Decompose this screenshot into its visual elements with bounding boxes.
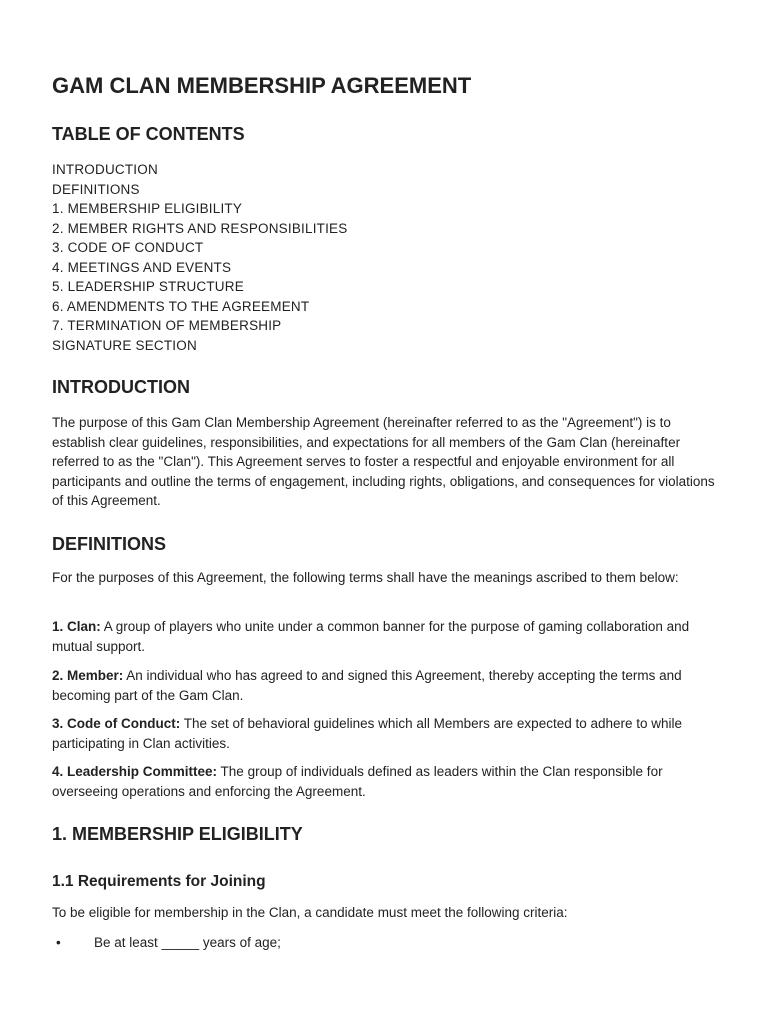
document-title: GAM CLAN MEMBERSHIP AGREEMENT [52, 73, 472, 98]
bullet-text: Be at least _____ years of age; [94, 935, 281, 950]
toc-item: 6. AMENDMENTS TO THE AGREEMENT [52, 298, 310, 314]
introduction-text: The purpose of this Gam Clan Membership Agreement (hereinafter referred to as the "Agreement") is to establish clear guidelines, responsibilities, and expectations for all members of the Gam Clan (hereinafter referred to as the "Clan"). This Agreement serves to foster a respectful and enjoyable environment for all participants and outline the terms of engagement, including rights, obligations, and consequences for violations of this Agreement. [52, 415, 715, 508]
definition-text: An individual who has agreed to and signed this Agreement, thereby accepting the terms and becoming part of the Gam Clan. [52, 668, 682, 703]
definitions-heading: DEFINITIONS [52, 534, 167, 554]
requirements-subheading: 1.1 Requirements for Joining [52, 873, 266, 890]
toc-item: 5. LEADERSHIP STRUCTURE [52, 279, 244, 294]
definition-item [52, 617, 722, 656]
toc-item: 4. MEETINGS AND EVENTS [52, 259, 232, 275]
definition-term: 2. Member: [52, 668, 124, 683]
toc-item: 7. TERMINATION OF MEMBERSHIP [52, 318, 282, 333]
toc-item: SIGNATURE SECTION [52, 337, 197, 353]
introduction-heading: INTRODUCTION [52, 377, 190, 397]
toc-item: 2. MEMBER RIGHTS AND RESPONSIBILITIES [52, 220, 348, 236]
bullet-icon: • [56, 935, 61, 950]
toc-heading: TABLE OF CONTENTS [52, 124, 245, 144]
definition-item [52, 666, 722, 705]
toc-item: INTRODUCTION [52, 162, 158, 177]
table-of-contents [52, 160, 722, 355]
definition-term: 3. Code of Conduct: [52, 716, 181, 731]
toc-item: 3. CODE OF CONDUCT [52, 240, 204, 255]
definition-text: The set of behavioral guidelines which all Members are expected to adhere to while participating in Clan activities. [52, 716, 683, 751]
definition-term: 4. Leadership Committee: [52, 764, 218, 779]
eligibility-heading: 1. MEMBERSHIP ELIGIBILITY [52, 824, 303, 844]
definition-text: A group of players who unite under a common banner for the purpose of gaming collaboration and mutual support. [52, 619, 690, 654]
definition-item [52, 714, 722, 753]
toc-item: DEFINITIONS [52, 181, 140, 197]
definition-term: 1. Clan: [52, 619, 101, 634]
toc-item: 1. MEMBERSHIP ELIGIBILITY [52, 201, 243, 216]
bullet-item [52, 933, 722, 953]
definition-text: The group of individuals defined as leaders within the Clan responsible for overseeing operations and enforcing the Agreement. [52, 764, 663, 799]
definitions-intro: For the purposes of this Agreement, the following terms shall have the meanings ascribed to them below: [52, 570, 679, 585]
eligibility-intro: To be eligible for membership in the Clan, a candidate must meet the following criteria: [52, 905, 568, 920]
definition-item [52, 762, 722, 801]
